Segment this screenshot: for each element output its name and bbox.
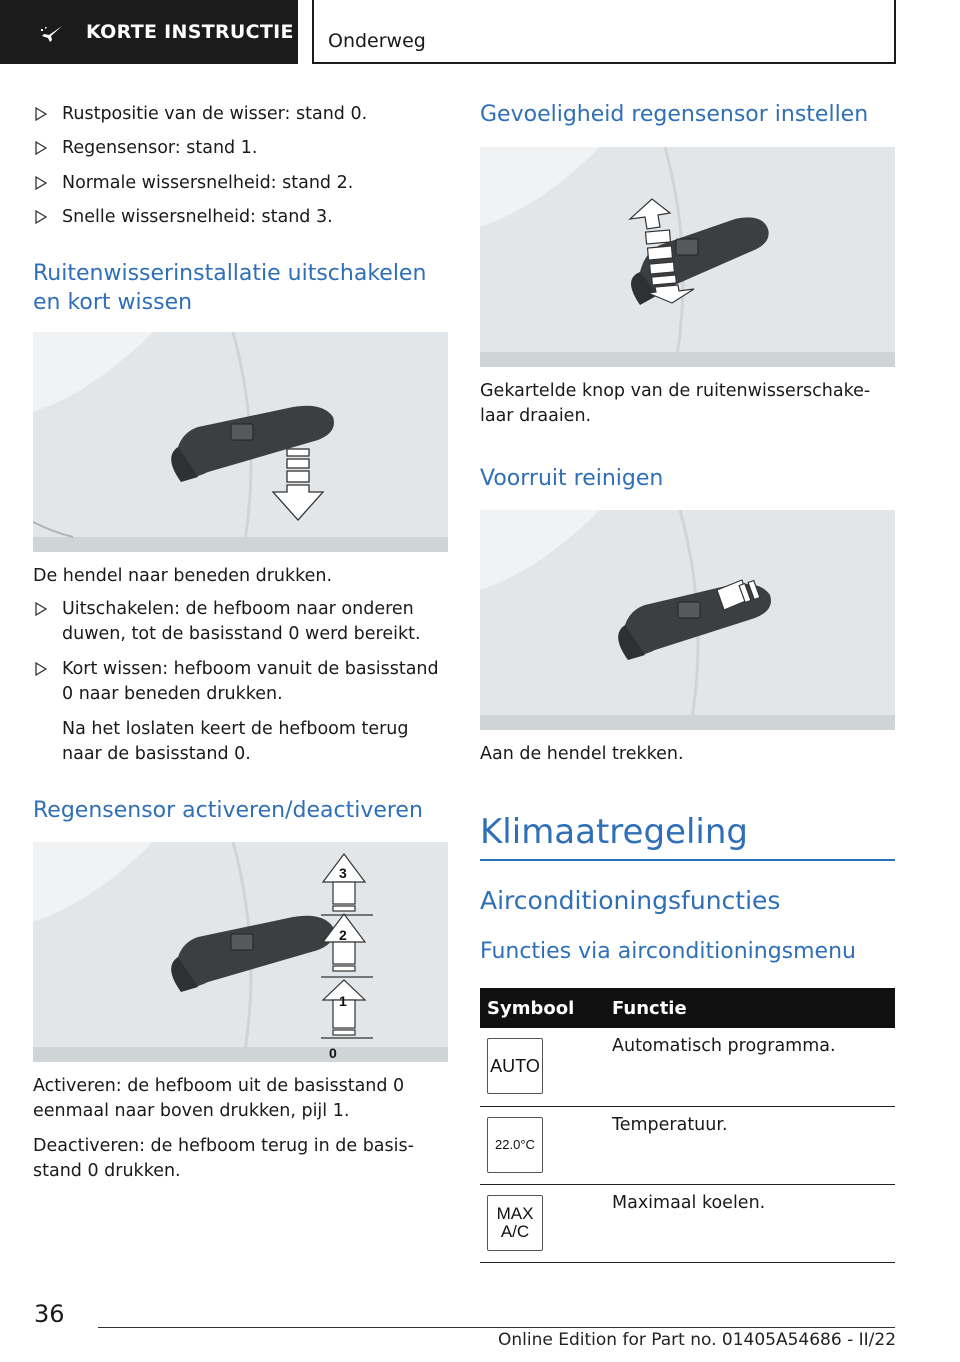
rain-sensor-stalk-image (33, 842, 448, 1062)
col-header-symbol: Symbool (480, 988, 598, 1028)
max-ac-symbol-icon: MAX A/C (487, 1195, 543, 1251)
list-item: Uitschakelen: de hefboom naar onderen duwen, tot de basisstand 0 werd bereikt. (33, 597, 453, 648)
table-row (480, 1184, 895, 1262)
heading-wiper-off: Ruitenwisserinstallatie uitschakelen en kort wissen (33, 261, 427, 315)
symbol-cell (480, 1028, 598, 1106)
symbol-cell (480, 1106, 598, 1184)
edition-note: Online Edition for Part no. 01405A54686 - II/22 (498, 1330, 897, 1350)
wiper-stalk-push-down-image (33, 332, 448, 552)
function-cell: Maximaal koelen. (598, 1184, 895, 1262)
deactivate-paragraph: Deactiveren: de hefboom terug in de basis-stand 0 drukken. (33, 1135, 414, 1182)
chapter-tab[interactable] (0, 0, 298, 64)
symbol-cell (480, 1184, 598, 1262)
wiper-positions-list (33, 102, 448, 240)
caption-pull: Aan de hendel trekken. (480, 744, 684, 764)
subheading-aircon-functions: Airconditioningsfuncties (480, 886, 781, 915)
position-label-3: 3 (339, 865, 347, 881)
position-label-1: 1 (339, 993, 347, 1009)
rain-sensor-text (33, 1074, 448, 1185)
wiper-off-list (33, 597, 453, 767)
bullet-triangle-icon (35, 176, 47, 190)
symbol-table (480, 988, 895, 1263)
quick-reference-icon (40, 25, 64, 43)
function-cell: Temperatuur. (598, 1106, 895, 1184)
list-item: Snelle wissersnelheid: stand 3. (33, 205, 448, 230)
list-item: Kort wissen: hefboom vanuit de basisstand 0 naar beneden drukken. (33, 657, 453, 708)
bullet-triangle-icon (35, 662, 47, 676)
section-title: Onderweg (312, 0, 896, 64)
activate-paragraph: Activeren: de hefboom uit de basisstand 0 eenmaal naar boven drukken, pijl 1. (33, 1076, 405, 1122)
position-label-0: 0 (329, 1045, 337, 1061)
heading-clean-windscreen: Voorruit reinigen (480, 466, 664, 491)
list-item: Rustpositie van de wisser: stand 0. (33, 102, 448, 127)
list-item: Regensensor: stand 1. (33, 136, 448, 161)
pull-stalk-image (480, 510, 895, 730)
sensitivity-knob-image (480, 147, 895, 367)
heading-rain-sensor: Regensensor activeren/deactiveren (33, 798, 423, 823)
bullet-triangle-icon (35, 141, 47, 155)
subheading-aircon-menu: Functies via airconditioningsmenu (480, 939, 856, 964)
bullet-triangle-icon (35, 107, 47, 121)
page-number: 36 (34, 1300, 65, 1328)
chapter-heading: Klimaatregeling (480, 812, 748, 852)
col-header-function: Functie (598, 988, 895, 1028)
release-note: Na het loslaten keert de hefboom terug naar de basisstand 0. (62, 718, 409, 764)
caption-knob: Gekartelde knop van de ruitenwisserschake-laar draaien. (480, 381, 871, 427)
table-header-row (480, 988, 895, 1028)
auto-symbol-icon: AUTO (487, 1038, 543, 1094)
chapter-divider (480, 859, 895, 861)
chapter-tab-label: KORTE INSTRUCTIE (86, 21, 294, 43)
table-row (480, 1028, 895, 1106)
heading-sensitivity: Gevoeligheid regensensor instellen (480, 102, 869, 127)
temperature-symbol-icon: 22.0°C (487, 1117, 543, 1173)
footer-divider (98, 1327, 895, 1328)
caption-push-down: De hendel naar beneden drukken. (33, 566, 333, 586)
bullet-triangle-icon (35, 602, 47, 616)
position-label-2: 2 (339, 927, 347, 943)
table-row (480, 1106, 895, 1184)
list-item: Normale wissersnelheid: stand 2. (33, 171, 448, 196)
bullet-triangle-icon (35, 210, 47, 224)
function-cell: Automatisch programma. (598, 1028, 895, 1106)
